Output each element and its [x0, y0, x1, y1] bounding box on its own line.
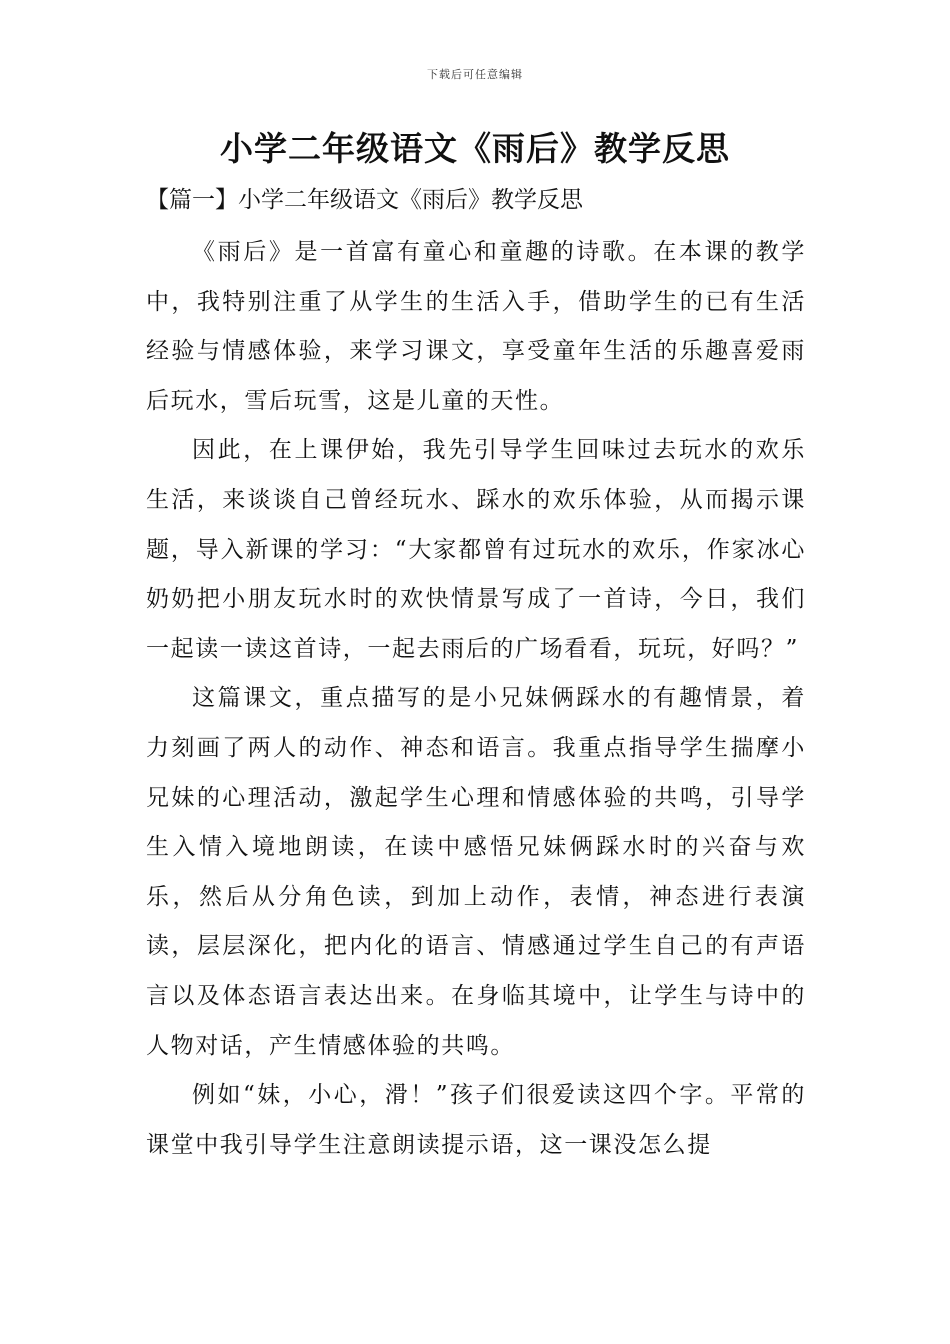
header-note: 下载后可任意编辑 [427, 68, 523, 81]
paragraph-1: 《雨后》是一首富有童心和童趣的诗歌。在本课的教学中，我特别注重了从学生的生活入手，借助学生的已有生活经验与情感体验，来学习课文，享受童年生活的乐趣喜爱雨后玩水，雪后玩雪，这是儿童的天性。 [146, 239, 806, 414]
paragraph-4: 例如“妹，小心，滑！”孩子们很爱读这四个字。平常的课堂中我引导学生注意朗读提示语，这一课没怎么提 [146, 1082, 806, 1158]
document-body [146, 228, 806, 1170]
section-heading: 【篇一】小学二年级语文《雨后》教学反思 [146, 187, 583, 213]
paragraph-2: 因此，在上课伊始，我先引导学生回味过去玩水的欢乐生活，来谈谈自己曾经玩水、踩水的欢乐体验，从而揭示课题，导入新课的学习：“大家都曾有过玩水的欢乐，作家冰心奶奶把小朋友玩水时的欢快情景写成了一首诗，今日，我们一起读一读这首诗，一起去雨后的广场看看，玩玩，好吗？” [146, 437, 806, 662]
document-title: 小学二年级语文《雨后》教学反思 [220, 129, 730, 168]
paragraph-3: 这篇课文，重点描写的是小兄妹俩踩水的有趣情景，着力刻画了两人的动作、神态和语言。我重点指导学生揣摩小兄妹的心理活动，激起学生心理和情感体验的共鸣，引导学生入情入境地朗读，在读中感悟兄妹俩踩水时的兴奋与欢乐，然后从分角色读，到加上动作，表情，神态进行表演读，层层深化，把内化的语言、情感通过学生自己的有声语言以及体态语言表达出来。在身临其境中，让学生与诗中的人物对话，产生情感体验的共鸣。 [146, 685, 806, 1059]
